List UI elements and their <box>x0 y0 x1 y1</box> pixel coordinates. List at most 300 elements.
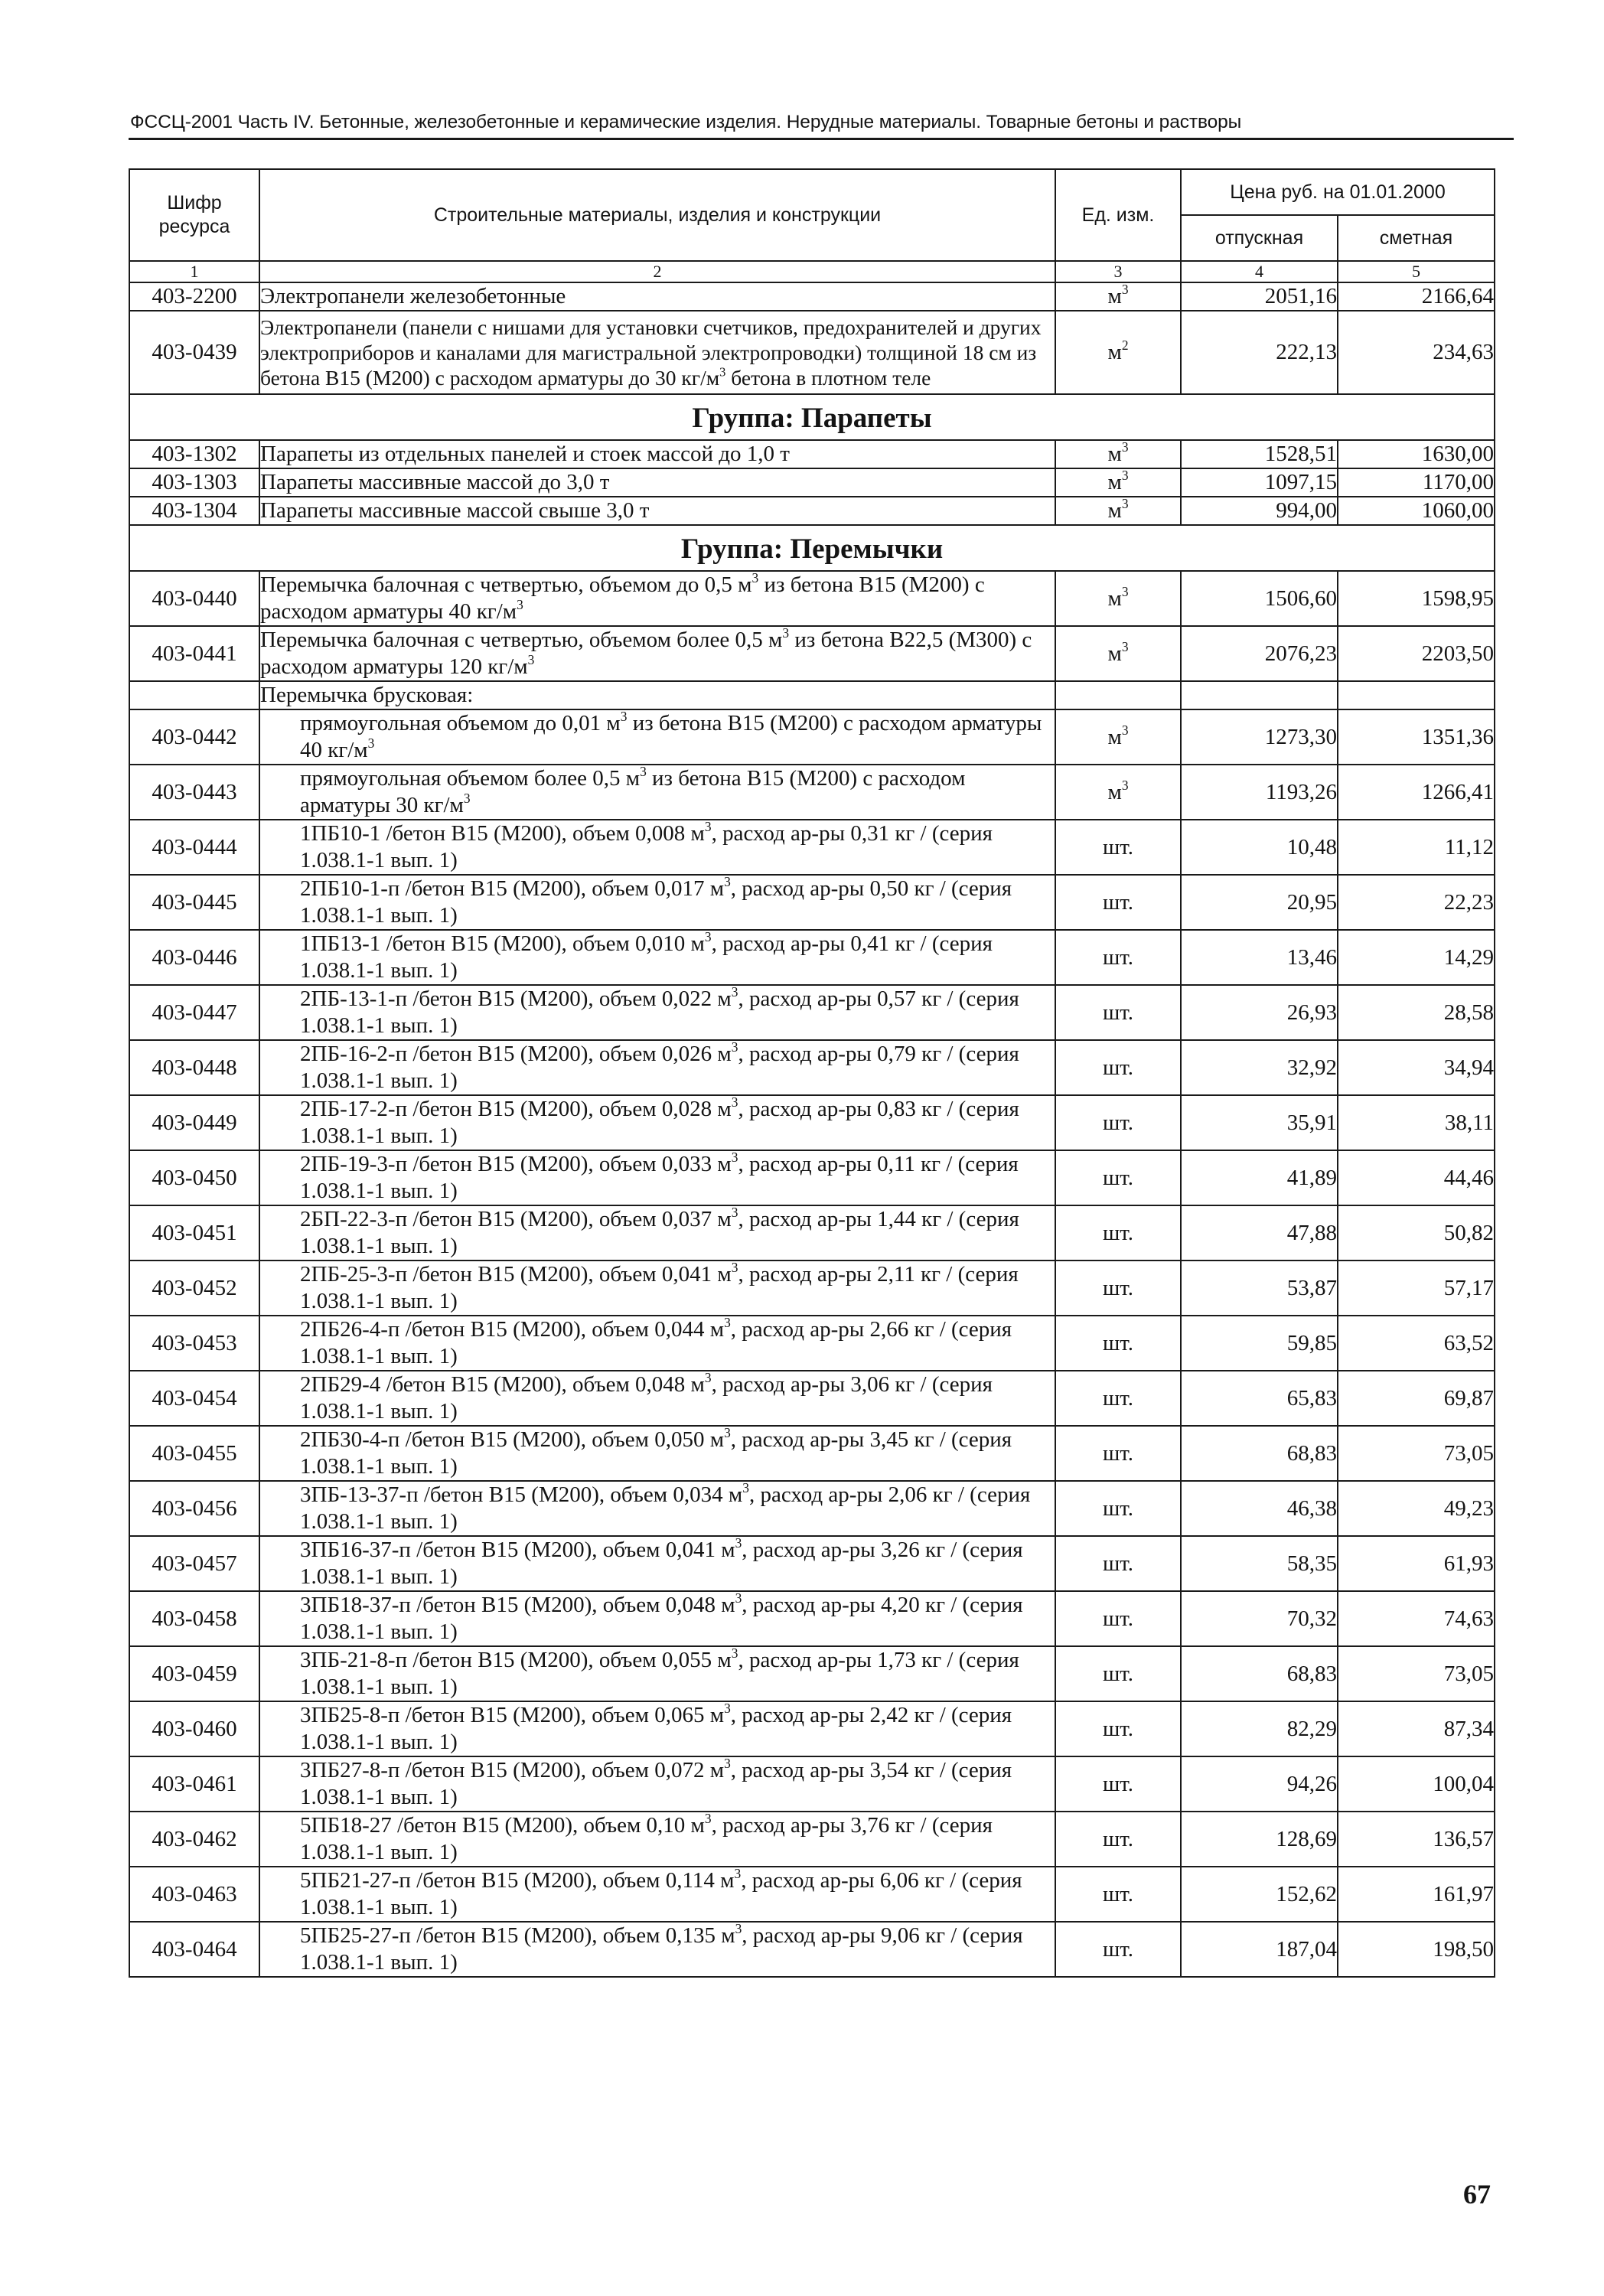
estimate-price: 2166,64 <box>1338 282 1495 311</box>
unit <box>1055 440 1181 468</box>
material-description <box>259 1426 1055 1481</box>
description-text: , расход ар-ры 3,45 кг / (серия 1.038.1-1 вып. 1) <box>300 1427 1012 1479</box>
description-text: , расход ар-ры 0,11 кг / (серия 1.038.1-1 вып. 1) <box>300 1152 1019 1203</box>
release-price: 1506,60 <box>1181 571 1338 626</box>
release-price: 26,93 <box>1181 985 1338 1040</box>
unit <box>1055 1095 1181 1150</box>
material-description <box>259 1591 1055 1646</box>
table-row <box>129 765 1495 820</box>
release-price: 70,32 <box>1181 1591 1338 1646</box>
material-description <box>259 765 1055 820</box>
group-title: Группа: Перемычки <box>129 525 1495 571</box>
material-description <box>259 930 1055 985</box>
unit <box>1055 820 1181 875</box>
release-price: 2076,23 <box>1181 626 1338 681</box>
material-description: Парапеты массивные массой до 3,0 т <box>259 468 1055 497</box>
unit-exponent: 2 <box>1121 337 1129 353</box>
material-description <box>259 1867 1055 1922</box>
release-price: 1528,51 <box>1181 440 1338 468</box>
estimate-price: 49,23 <box>1338 1481 1495 1536</box>
estimate-price: 63,52 <box>1338 1316 1495 1371</box>
col-header-unit: Ед. изм. <box>1055 169 1181 261</box>
release-price: 58,35 <box>1181 1536 1338 1591</box>
table-row <box>129 1095 1495 1150</box>
superscript: 3 <box>463 790 471 806</box>
release-price: 128,69 <box>1181 1812 1338 1867</box>
resource-code: 403-0449 <box>129 1095 259 1150</box>
description-text: 2БП-22-3-п /бетон В15 (М200), объем 0,037 м <box>300 1207 732 1231</box>
subheading-row <box>129 681 1495 709</box>
unit-text: шт. <box>1102 1385 1134 1411</box>
superscript: 3 <box>731 1094 738 1110</box>
material-description <box>259 1646 1055 1701</box>
unit <box>1055 571 1181 626</box>
unit-exponent: 3 <box>1121 583 1129 599</box>
estimate-price: 136,57 <box>1338 1812 1495 1867</box>
material-description <box>259 875 1055 930</box>
release-price: 82,29 <box>1181 1701 1338 1756</box>
price-table <box>129 168 1495 1978</box>
resource-code: 403-1304 <box>129 497 259 525</box>
resource-code: 403-1303 <box>129 468 259 497</box>
superscript: 3 <box>724 873 731 889</box>
material-description <box>259 1371 1055 1426</box>
release-price: 152,62 <box>1181 1867 1338 1922</box>
description-text: Электропанели (панели с нишами для установки счетчиков, предохранителей и других электроприборов и каналами для магистральной электропроводки) толщиной 18 см из бетона В15 (М200) с расходом арматуры до 30 кг/м <box>260 315 1042 390</box>
table-row <box>129 282 1495 311</box>
table-row <box>129 1316 1495 1371</box>
unit-text: м <box>1107 340 1122 364</box>
unit <box>1055 282 1181 311</box>
unit-text: шт. <box>1102 1000 1134 1025</box>
table-row <box>129 571 1495 626</box>
table-row <box>129 626 1495 681</box>
unit-text: шт. <box>1102 1440 1134 1466</box>
resource-code <box>129 681 259 709</box>
unit-exponent: 3 <box>1121 439 1129 455</box>
superscript: 3 <box>731 1039 738 1055</box>
material-description <box>259 1812 1055 1867</box>
table-row <box>129 1756 1495 1812</box>
table-row <box>129 1536 1495 1591</box>
page-number: 67 <box>1463 2179 1491 2210</box>
estimate-price: 44,46 <box>1338 1150 1495 1205</box>
resource-code: 403-0457 <box>129 1536 259 1591</box>
description-text: , расход ар-ры 0,83 кг / (серия 1.038.1-1 вып. 1) <box>300 1097 1019 1148</box>
description-text: 3ПБ27-8-п /бетон В15 (М200), объем 0,072 м <box>300 1758 725 1782</box>
unit-text: шт. <box>1102 1165 1134 1190</box>
table-row <box>129 1812 1495 1867</box>
resource-code: 403-0455 <box>129 1426 259 1481</box>
unit-text: м <box>1107 498 1122 523</box>
unit-text: шт. <box>1102 1110 1134 1135</box>
table-row <box>129 468 1495 497</box>
estimate-price: 1351,36 <box>1338 709 1495 765</box>
estimate-price: 69,87 <box>1338 1371 1495 1426</box>
resource-code: 403-0450 <box>129 1150 259 1205</box>
superscript: 3 <box>724 1424 731 1440</box>
description-text: , расход ар-ры 3,06 кг / (серия 1.038.1-1 вып. 1) <box>300 1372 993 1424</box>
group-header-row <box>129 394 1495 440</box>
resource-code: 403-0452 <box>129 1261 259 1316</box>
description-text: , расход ар-ры 2,11 кг / (серия 1.038.1-1 вып. 1) <box>300 1262 1019 1313</box>
release-price: 41,89 <box>1181 1150 1338 1205</box>
description-text: 2ПБ30-4-п /бетон В15 (М200), объем 0,050 м <box>300 1427 725 1452</box>
resource-code: 403-0464 <box>129 1922 259 1977</box>
resource-code: 403-0445 <box>129 875 259 930</box>
estimate-price: 1266,41 <box>1338 765 1495 820</box>
material-description <box>259 1205 1055 1261</box>
description-text: 5ПБ21-27-п /бетон В15 (М200), объем 0,114 м <box>300 1868 735 1893</box>
description-text: 1ПБ13-1 /бетон В15 (М200), объем 0,010 м <box>300 931 705 956</box>
table-row <box>129 311 1495 394</box>
release-price: 68,83 <box>1181 1646 1338 1701</box>
unit <box>1055 1040 1181 1095</box>
superscript: 3 <box>704 928 712 944</box>
material-description <box>259 1150 1055 1205</box>
superscript: 3 <box>367 735 375 751</box>
unit <box>1055 1701 1181 1756</box>
estimate-price: 1060,00 <box>1338 497 1495 525</box>
description-text: , расход ар-ры 2,66 кг / (серия 1.038.1-1 вып. 1) <box>300 1317 1012 1368</box>
estimate-price: 22,23 <box>1338 875 1495 930</box>
description-text: , расход ар-ры 9,06 кг / (серия 1.038.1-1 вып. 1) <box>300 1923 1023 1975</box>
material-description <box>259 1481 1055 1536</box>
resource-code: 403-0456 <box>129 1481 259 1536</box>
table-row <box>129 440 1495 468</box>
unit-text: м <box>1107 442 1122 466</box>
unit <box>1055 1591 1181 1646</box>
group-header-row <box>129 525 1495 571</box>
unit <box>1055 468 1181 497</box>
unit <box>1055 1150 1181 1205</box>
superscript: 3 <box>517 596 523 612</box>
table-row <box>129 1867 1495 1922</box>
col-header-estimate: сметная <box>1338 215 1495 261</box>
unit <box>1055 985 1181 1040</box>
table-row <box>129 930 1495 985</box>
resource-code: 403-2200 <box>129 282 259 311</box>
unit-text: шт. <box>1102 944 1134 970</box>
release-price: 32,92 <box>1181 1040 1338 1095</box>
description-text: 3ПБ16-37-п /бетон В15 (М200), объем 0,041 м <box>300 1538 735 1562</box>
col-header-desc: Строительные материалы, изделия и конструкции <box>259 169 1055 261</box>
table-row <box>129 1922 1495 1977</box>
estimate-price: 1598,95 <box>1338 571 1495 626</box>
unit-exponent: 3 <box>1121 777 1129 793</box>
superscript: 3 <box>731 1645 738 1661</box>
description-text: из бетона В15 (М200) с расходом арматуры 40 кг/м <box>260 572 985 624</box>
estimate-price: 28,58 <box>1338 985 1495 1040</box>
estimate-price <box>1338 681 1495 709</box>
table-row <box>129 820 1495 875</box>
unit <box>1055 1646 1181 1701</box>
release-price: 187,04 <box>1181 1922 1338 1977</box>
table-row <box>129 1591 1495 1646</box>
unit-exponent: 3 <box>1121 638 1129 654</box>
unit <box>1055 1426 1181 1481</box>
unit-text: шт. <box>1102 834 1134 859</box>
description-text: , расход ар-ры 4,20 кг / (серия 1.038.1-1 вып. 1) <box>300 1593 1023 1644</box>
unit-text: шт. <box>1102 1220 1134 1245</box>
superscript: 3 <box>724 1314 731 1330</box>
description-text: , расход ар-ры 1,44 кг / (серия 1.038.1-1 вып. 1) <box>300 1207 1019 1258</box>
unit <box>1055 1922 1181 1977</box>
description-text: , расход ар-ры 0,50 кг / (серия 1.038.1-1 вып. 1) <box>300 876 1012 928</box>
table-row <box>129 1040 1495 1095</box>
release-price: 47,88 <box>1181 1205 1338 1261</box>
resource-code: 403-0444 <box>129 820 259 875</box>
material-description <box>259 1040 1055 1095</box>
description-text: , расход ар-ры 3,76 кг / (серия 1.038.1-1 вып. 1) <box>300 1813 993 1864</box>
table-row <box>129 1701 1495 1756</box>
release-price: 1097,15 <box>1181 468 1338 497</box>
unit <box>1055 930 1181 985</box>
superscript: 3 <box>704 818 712 834</box>
estimate-price: 161,97 <box>1338 1867 1495 1922</box>
table-row <box>129 709 1495 765</box>
table-row <box>129 985 1495 1040</box>
col-number: 3 <box>1055 261 1181 282</box>
group-title: Группа: Парапеты <box>129 394 1495 440</box>
material-description <box>259 1536 1055 1591</box>
superscript: 3 <box>731 983 738 1000</box>
resource-code: 403-0460 <box>129 1701 259 1756</box>
superscript: 3 <box>735 1590 742 1606</box>
header-rule <box>129 138 1514 140</box>
resource-code: 403-0446 <box>129 930 259 985</box>
resource-code: 403-0443 <box>129 765 259 820</box>
material-description <box>259 820 1055 875</box>
resource-code: 403-0439 <box>129 311 259 394</box>
estimate-price: 11,12 <box>1338 820 1495 875</box>
material-description <box>259 1316 1055 1371</box>
release-price: 1273,30 <box>1181 709 1338 765</box>
resource-code: 403-0453 <box>129 1316 259 1371</box>
unit <box>1055 497 1181 525</box>
description-text: 2ПБ-19-3-п /бетон В15 (М200), объем 0,033 м <box>300 1152 732 1176</box>
superscript: 3 <box>751 569 759 585</box>
superscript: 3 <box>731 1259 738 1275</box>
description-text: , расход ар-ры 0,57 кг / (серия 1.038.1-1 вып. 1) <box>300 987 1019 1038</box>
description-text: из бетона В15 (М200) с расходом арматуры 40 кг/м <box>300 711 1042 762</box>
superscript: 3 <box>620 708 628 724</box>
description-text: прямоугольная объемом более 0,5 м <box>300 766 641 791</box>
unit-exponent: 3 <box>1121 722 1129 738</box>
unit-exponent: 3 <box>1121 467 1129 483</box>
table-row <box>129 1371 1495 1426</box>
unit-text: шт. <box>1102 1330 1134 1355</box>
description-text: 2ПБ10-1-п /бетон В15 (М200), объем 0,017 м <box>300 876 725 901</box>
description-text: 2ПБ26-4-п /бетон В15 (М200), объем 0,044 м <box>300 1317 725 1342</box>
description-text: 5ПБ25-27-п /бетон В15 (М200), объем 0,135 м <box>300 1923 735 1948</box>
resource-code: 403-0448 <box>129 1040 259 1095</box>
release-price: 994,00 <box>1181 497 1338 525</box>
release-price: 13,46 <box>1181 930 1338 985</box>
table-row <box>129 1205 1495 1261</box>
description-text: 3ПБ25-8-п /бетон В15 (М200), объем 0,065 м <box>300 1703 725 1727</box>
superscript: 3 <box>742 1479 749 1495</box>
superscript: 3 <box>724 1700 731 1716</box>
table-row <box>129 1150 1495 1205</box>
estimate-price: 74,63 <box>1338 1591 1495 1646</box>
unit-text: м <box>1107 779 1122 804</box>
resource-code: 403-0451 <box>129 1205 259 1261</box>
unit-text: м <box>1107 585 1122 611</box>
col-number: 1 <box>129 261 259 282</box>
superscript: 3 <box>731 1204 738 1220</box>
unit <box>1055 1316 1181 1371</box>
release-price: 65,83 <box>1181 1371 1338 1426</box>
resource-code: 403-0463 <box>129 1867 259 1922</box>
superscript: 3 <box>719 364 726 380</box>
description-text: , расход ар-ры 1,73 кг / (серия 1.038.1-1 вып. 1) <box>300 1648 1019 1699</box>
unit <box>1055 1481 1181 1536</box>
release-price: 68,83 <box>1181 1426 1338 1481</box>
estimate-price: 1630,00 <box>1338 440 1495 468</box>
table-row <box>129 1426 1495 1481</box>
estimate-price: 57,17 <box>1338 1261 1495 1316</box>
resource-code: 403-0454 <box>129 1371 259 1426</box>
release-price: 1193,26 <box>1181 765 1338 820</box>
release-price: 59,85 <box>1181 1316 1338 1371</box>
unit-text: шт. <box>1102 1936 1134 1962</box>
unit <box>1055 626 1181 681</box>
release-price <box>1181 681 1338 709</box>
superscript: 3 <box>782 625 790 641</box>
unit-text: шт. <box>1102 889 1134 915</box>
material-description: Парапеты массивные массой свыше 3,0 т <box>259 497 1055 525</box>
unit <box>1055 681 1181 709</box>
table-row <box>129 875 1495 930</box>
superscript: 3 <box>527 651 535 667</box>
table-row <box>129 1481 1495 1536</box>
description-text: , расход ар-ры 2,42 кг / (серия 1.038.1-1 вып. 1) <box>300 1703 1012 1754</box>
col-number: 2 <box>259 261 1055 282</box>
unit <box>1055 875 1181 930</box>
estimate-price: 2203,50 <box>1338 626 1495 681</box>
description-text: Перемычка балочная с четвертью, объемом до 0,5 м <box>260 572 752 597</box>
resource-code: 403-0441 <box>129 626 259 681</box>
unit-text: шт. <box>1102 1826 1134 1851</box>
unit-text: шт. <box>1102 1275 1134 1300</box>
unit <box>1055 1371 1181 1426</box>
description-text: из бетона В22,5 (М300) с расходом арматуры 120 кг/м <box>260 628 1032 679</box>
unit <box>1055 1261 1181 1316</box>
estimate-price: 14,29 <box>1338 930 1495 985</box>
resource-code: 403-0462 <box>129 1812 259 1867</box>
material-description <box>259 1701 1055 1756</box>
col-header-release: отпускная <box>1181 215 1338 261</box>
estimate-price: 198,50 <box>1338 1922 1495 1977</box>
material-description <box>259 1261 1055 1316</box>
description-text: , расход ар-ры 3,54 кг / (серия 1.038.1-1 вып. 1) <box>300 1758 1012 1809</box>
description-text: 2ПБ-13-1-п /бетон В15 (М200), объем 0,022 м <box>300 987 732 1011</box>
superscript: 3 <box>724 1755 731 1771</box>
unit-exponent: 3 <box>1121 281 1129 297</box>
description-text: бетона в плотном теле <box>725 366 931 390</box>
description-text: 3ПБ18-37-п /бетон В15 (М200), объем 0,048 м <box>300 1593 735 1617</box>
description-text: 5ПБ18-27 /бетон В15 (М200), объем 0,10 м <box>300 1813 705 1838</box>
material-description <box>259 571 1055 626</box>
description-text: 2ПБ-17-2-п /бетон В15 (М200), объем 0,028 м <box>300 1097 732 1121</box>
unit <box>1055 311 1181 394</box>
unit <box>1055 709 1181 765</box>
col-header-code: Шифр ресурса <box>129 169 259 261</box>
unit <box>1055 1867 1181 1922</box>
unit <box>1055 1536 1181 1591</box>
release-price: 2051,16 <box>1181 282 1338 311</box>
estimate-price: 61,93 <box>1338 1536 1495 1591</box>
estimate-price: 50,82 <box>1338 1205 1495 1261</box>
col-header-price: Цена руб. на 01.01.2000 <box>1181 169 1495 215</box>
resource-code: 403-0458 <box>129 1591 259 1646</box>
superscript: 3 <box>735 1920 742 1936</box>
release-price: 94,26 <box>1181 1756 1338 1812</box>
table-row <box>129 1261 1495 1316</box>
release-price: 35,91 <box>1181 1095 1338 1150</box>
description-text: 3ПБ-13-37-п /бетон В15 (М200), объем 0,034 м <box>300 1482 743 1507</box>
unit-text: шт. <box>1102 1551 1134 1576</box>
material-description: Электропанели железобетонные <box>259 282 1055 311</box>
material-description <box>259 311 1055 394</box>
unit-text: шт. <box>1102 1881 1134 1906</box>
table-row <box>129 497 1495 525</box>
unit-text: м <box>1107 641 1122 666</box>
unit-text: м <box>1107 724 1122 749</box>
estimate-price: 38,11 <box>1338 1095 1495 1150</box>
unit-text: шт. <box>1102 1661 1134 1686</box>
estimate-price: 73,05 <box>1338 1426 1495 1481</box>
subheading-text: Перемычка брусковая: <box>259 681 1055 709</box>
unit-text: шт. <box>1102 1495 1134 1521</box>
description-text: 3ПБ-21-8-п /бетон В15 (М200), объем 0,055 м <box>300 1648 732 1672</box>
estimate-price: 100,04 <box>1338 1756 1495 1812</box>
description-text: из бетона В15 (М200) с расходом арматуры 30 кг/м <box>300 766 966 817</box>
unit-text: шт. <box>1102 1606 1134 1631</box>
material-description <box>259 1095 1055 1150</box>
estimate-price: 1170,00 <box>1338 468 1495 497</box>
description-text: 2ПБ-16-2-п /бетон В15 (М200), объем 0,026 м <box>300 1042 732 1066</box>
unit <box>1055 1756 1181 1812</box>
unit-exponent: 3 <box>1121 495 1129 511</box>
superscript: 3 <box>704 1369 712 1385</box>
superscript: 3 <box>731 1149 738 1165</box>
estimate-price: 34,94 <box>1338 1040 1495 1095</box>
column-number-row <box>129 261 1495 282</box>
resource-code: 403-0459 <box>129 1646 259 1701</box>
material-description <box>259 626 1055 681</box>
unit-text: м <box>1107 470 1122 494</box>
col-number: 5 <box>1338 261 1495 282</box>
description-text: , расход ар-ры 0,31 кг / (серия 1.038.1-1 вып. 1) <box>300 821 993 872</box>
material-description <box>259 1756 1055 1812</box>
estimate-price: 73,05 <box>1338 1646 1495 1701</box>
release-price: 46,38 <box>1181 1481 1338 1536</box>
material-description: Парапеты из отдельных панелей и стоек массой до 1,0 т <box>259 440 1055 468</box>
unit <box>1055 765 1181 820</box>
material-description <box>259 1922 1055 1977</box>
unit-text: шт. <box>1102 1716 1134 1741</box>
description-text: Перемычка балочная с четвертью, объемом более 0,5 м <box>260 628 783 652</box>
material-description <box>259 709 1055 765</box>
resource-code: 403-0440 <box>129 571 259 626</box>
description-text: прямоугольная объемом до 0,01 м <box>300 711 621 735</box>
col-number: 4 <box>1181 261 1338 282</box>
superscript: 3 <box>734 1865 742 1881</box>
table-row <box>129 1646 1495 1701</box>
release-price: 53,87 <box>1181 1261 1338 1316</box>
